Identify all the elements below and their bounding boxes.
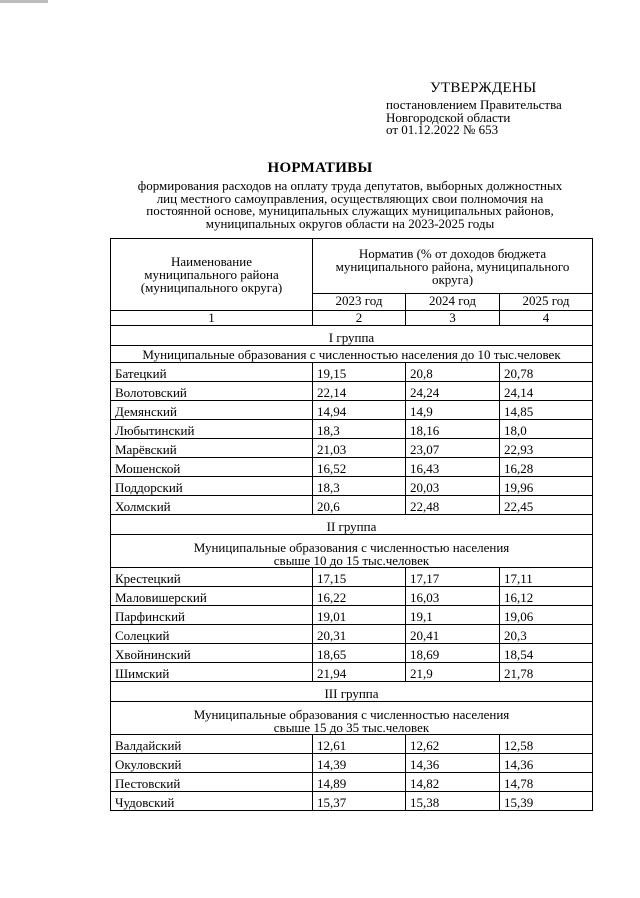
decree-reference: [386, 99, 562, 137]
category-line: свыше 15 до 35 тыс.человек: [273, 719, 430, 735]
value-2025: 20,78: [500, 363, 593, 382]
value-2024: 16,43: [406, 458, 500, 477]
value-2023: 18,3: [313, 477, 406, 496]
value-2024: 14,36: [406, 754, 500, 773]
year-header: 2024 год: [406, 294, 500, 311]
district-name: Батецкий: [111, 363, 313, 382]
value-2025: 22,93: [500, 439, 593, 458]
table-row: [111, 735, 593, 754]
subtitle-line: лиц местного самоуправления, осуществляющих свои полномочия на: [156, 190, 544, 206]
value-2024: 15,38: [406, 792, 500, 811]
group-category-row: [111, 535, 593, 568]
column-number: 1: [111, 311, 313, 326]
header-line: муниципального района, муниципального: [335, 258, 570, 274]
value-2025: 15,39: [500, 792, 593, 811]
document-title: НОРМАТИВЫ: [267, 160, 373, 176]
value-2023: 20,31: [313, 625, 406, 644]
scan-corner-mark: [0, 0, 48, 3]
category-line: Муниципальные образования с численностью населения: [193, 707, 510, 722]
value-2024: 23,07: [406, 439, 500, 458]
value-2023: 16,52: [313, 458, 406, 477]
group-category: [111, 702, 593, 735]
district-name: Демянский: [111, 401, 313, 420]
value-2024: 14,82: [406, 773, 500, 792]
column-header-norm: [313, 239, 593, 294]
value-2023: 12,61: [313, 735, 406, 754]
group-title: I группа: [111, 326, 593, 346]
value-2025: 14,78: [500, 773, 593, 792]
value-2025: 19,96: [500, 477, 593, 496]
header-line: (муниципального округа): [140, 280, 283, 295]
district-name: Марёвский: [111, 439, 313, 458]
document-subtitle: [100, 180, 600, 231]
subtitle-line: формирования расходов на оплату труда депутатов, выборных должностных: [137, 178, 563, 193]
column-number: 3: [406, 311, 500, 326]
value-2023: 21,94: [313, 663, 406, 682]
value-2024: 17,17: [406, 568, 500, 587]
table-row: [111, 663, 593, 682]
value-2025: 21,78: [500, 663, 593, 682]
table-row: [111, 754, 593, 773]
group-title-row: [111, 326, 593, 346]
value-2024: 20,8: [406, 363, 500, 382]
value-2025: 18,0: [500, 420, 593, 439]
district-name: Валдайский: [111, 735, 313, 754]
table-header-row: [111, 239, 593, 294]
group-category: [111, 535, 593, 568]
table-row: [111, 606, 593, 625]
value-2024: 19,1: [406, 606, 500, 625]
value-2023: 19,01: [313, 606, 406, 625]
value-2025: 14,36: [500, 754, 593, 773]
value-2023: 20,6: [313, 496, 406, 515]
table-row: [111, 477, 593, 496]
approval-stamp-heading: УТВЕРЖДЕНЫ: [430, 80, 537, 96]
norms-table: [110, 238, 593, 811]
decree-line: постановлением Правительства: [386, 97, 562, 112]
decree-line: Новгородской области: [386, 109, 511, 125]
header-line: Наименование: [171, 254, 252, 269]
column-number: 4: [500, 311, 593, 326]
column-number: 2: [313, 311, 406, 326]
value-2024: 18,16: [406, 420, 500, 439]
value-2025: 20,3: [500, 625, 593, 644]
table-row: [111, 773, 593, 792]
year-header: 2025 год: [500, 294, 593, 311]
table-row: [111, 792, 593, 811]
value-2024: 14,9: [406, 401, 500, 420]
value-2025: 17,11: [500, 568, 593, 587]
table-row: [111, 496, 593, 515]
district-name: Пестовский: [111, 773, 313, 792]
value-2023: 21,03: [313, 439, 406, 458]
district-name: Шимский: [111, 663, 313, 682]
district-name: Маловишерский: [111, 587, 313, 606]
header-line: муниципального района: [144, 267, 279, 282]
decree-line: от 01.12.2022 № 653: [386, 122, 499, 137]
value-2023: 17,15: [313, 568, 406, 587]
table-row: [111, 568, 593, 587]
group-title-row: [111, 515, 593, 535]
value-2024: 20,03: [406, 477, 500, 496]
district-name: Солецкий: [111, 625, 313, 644]
value-2023: 22,14: [313, 382, 406, 401]
value-2024: 21,9: [406, 663, 500, 682]
value-2023: 16,22: [313, 587, 406, 606]
district-name: Крестецкий: [111, 568, 313, 587]
district-name: Любытинский: [111, 420, 313, 439]
district-name: Чудовский: [111, 792, 313, 811]
table-row: [111, 420, 593, 439]
value-2025: 18,54: [500, 644, 593, 663]
value-2023: 18,65: [313, 644, 406, 663]
header-line: округа): [431, 271, 474, 287]
value-2023: 19,15: [313, 363, 406, 382]
district-name: Мошенской: [111, 458, 313, 477]
group-category-row: [111, 702, 593, 735]
value-2023: 18,3: [313, 420, 406, 439]
table-row: [111, 401, 593, 420]
district-name: Холмский: [111, 496, 313, 515]
group-category-row: [111, 346, 593, 363]
category-line: свыше 10 до 15 тыс.человек: [273, 552, 430, 568]
column-number-row: [111, 311, 593, 326]
group-title-row: [111, 682, 593, 702]
table-row: [111, 587, 593, 606]
district-name: Окуловский: [111, 754, 313, 773]
category-line: Муниципальные образования с численностью населения: [193, 540, 510, 555]
table-row: [111, 625, 593, 644]
value-2024: 22,48: [406, 496, 500, 515]
value-2024: 16,03: [406, 587, 500, 606]
value-2025: 16,12: [500, 587, 593, 606]
value-2024: 12,62: [406, 735, 500, 754]
group-category: [111, 346, 593, 363]
table-row: [111, 644, 593, 663]
table-row: [111, 439, 593, 458]
subtitle-line: постоянной основе, муниципальных служащих муниципальных районов,: [146, 203, 554, 219]
value-2023: 15,37: [313, 792, 406, 811]
value-2025: 22,45: [500, 496, 593, 515]
district-name: Парфинский: [111, 606, 313, 625]
value-2025: 19,06: [500, 606, 593, 625]
district-name: Поддорский: [111, 477, 313, 496]
group-title: III группа: [111, 682, 593, 702]
category-line: Муниципальные образования с численностью населения до 10 тыс.человек: [142, 347, 561, 362]
district-name: Хвойнинский: [111, 644, 313, 663]
value-2024: 20,41: [406, 625, 500, 644]
value-2025: 12,58: [500, 735, 593, 754]
group-title: II группа: [111, 515, 593, 535]
value-2024: 18,69: [406, 644, 500, 663]
value-2025: 16,28: [500, 458, 593, 477]
value-2025: 24,14: [500, 382, 593, 401]
subtitle-line: муниципальных округов области на 2023-2025 годы: [205, 216, 495, 232]
table-row: [111, 382, 593, 401]
district-name: Волотовский: [111, 382, 313, 401]
table-row: [111, 363, 593, 382]
value-2023: 14,94: [313, 401, 406, 420]
value-2025: 14,85: [500, 401, 593, 420]
header-line: Норматив (% от доходов бюджета: [358, 245, 547, 261]
column-header-name: [111, 239, 313, 311]
value-2024: 24,24: [406, 382, 500, 401]
value-2023: 14,39: [313, 754, 406, 773]
table-row: [111, 458, 593, 477]
year-header: 2023 год: [313, 294, 406, 311]
value-2023: 14,89: [313, 773, 406, 792]
